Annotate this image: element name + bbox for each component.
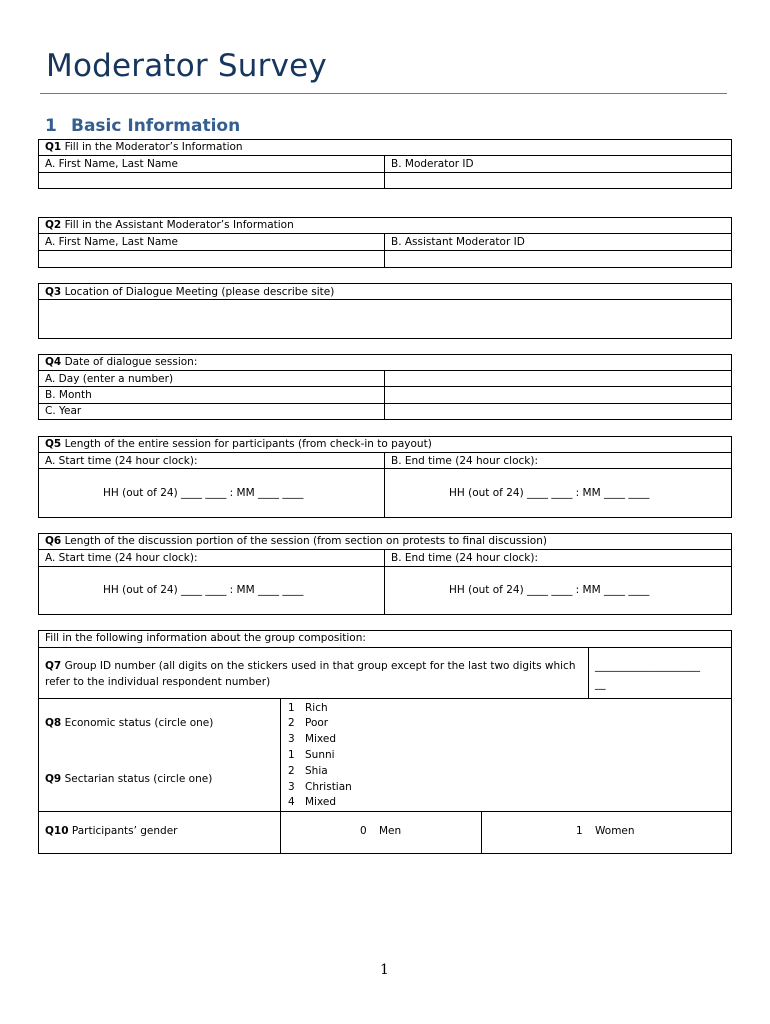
moderator-name-field[interactable] [39, 173, 384, 188]
group-intro: Fill in the following information about the group composition: [45, 632, 366, 644]
assistant-id-field[interactable] [385, 251, 731, 267]
q6-question: Q6 Length of the discussion portion of the session (from section on protests to final discussion) [45, 535, 547, 547]
q5-end-time-field[interactable]: HH (out of 24) ____ ____ : MM ____ ____ [449, 487, 650, 499]
location-field[interactable] [39, 300, 731, 338]
q5-start-time-field[interactable]: HH (out of 24) ____ ____ : MM ____ ____ [103, 487, 304, 499]
group-id-field[interactable]: ____________________ [595, 660, 700, 672]
q9-option-mixed[interactable]: 4 Mixed [288, 796, 336, 808]
q8-question: Q8 Economic status (circle one) [45, 717, 214, 729]
q9-option-christian[interactable]: 3 Christian [288, 781, 352, 793]
q2-col-b-label: B. Assistant Moderator ID [391, 236, 525, 248]
q3-question: Q3 Location of Dialogue Meeting (please describe site) [45, 286, 335, 298]
year-field[interactable] [385, 404, 731, 419]
q5-question: Q5 Length of the entire session for participants (from check-in to payout) [45, 438, 432, 450]
q2-col-a-label: A. First Name, Last Name [45, 236, 178, 248]
q6-start-time-field[interactable]: HH (out of 24) ____ ____ : MM ____ ____ [103, 584, 304, 596]
q10-question: Q10 Participants’ gender [45, 825, 178, 837]
title-underline [40, 93, 727, 94]
q10-option-women[interactable]: 1 Women [576, 825, 635, 837]
q1-col-a-label: A. First Name, Last Name [45, 158, 178, 170]
assistant-name-field[interactable] [39, 251, 384, 267]
section-label: Basic Information [71, 116, 241, 136]
q1-col-b-label: B. Moderator ID [391, 158, 474, 170]
q4-row-year: C. Year [45, 405, 82, 417]
section-number: 1 [45, 116, 57, 136]
q5-col-b-label: B. End time (24 hour clock): [391, 455, 539, 467]
group-id-field-cont[interactable]: __ [595, 678, 606, 690]
q6-col-a-label: A. Start time (24 hour clock): [45, 552, 198, 564]
q7-question-line2: refer to the individual respondent number) [45, 676, 271, 688]
q8-option-rich[interactable]: 1 Rich [288, 702, 328, 714]
page-number: 1 [380, 962, 389, 978]
q5-col-a-label: A. Start time (24 hour clock): [45, 455, 198, 467]
page-title: Moderator Survey [46, 48, 327, 84]
q1-question: Q1 Fill in the Moderator’s Information [45, 141, 243, 153]
q9-question: Q9 Sectarian status (circle one) [45, 773, 213, 785]
q8-option-mixed[interactable]: 3 Mixed [288, 733, 336, 745]
q9-option-shia[interactable]: 2 Shia [288, 765, 328, 777]
q6-end-time-field[interactable]: HH (out of 24) ____ ____ : MM ____ ____ [449, 584, 650, 596]
section-heading [45, 116, 240, 136]
q2-question: Q2 Fill in the Assistant Moderator’s Information [45, 219, 294, 231]
q9-option-sunni[interactable]: 1 Sunni [288, 749, 335, 761]
month-field[interactable] [385, 387, 731, 403]
q4-question: Q4 Date of dialogue session: [45, 356, 198, 368]
moderator-id-field[interactable] [385, 173, 731, 188]
q4-row-month: B. Month [45, 389, 92, 401]
q8-option-poor[interactable]: 2 Poor [288, 717, 329, 729]
q10-option-men[interactable]: 0 Men [360, 825, 402, 837]
q4-row-day: A. Day (enter a number) [45, 373, 174, 385]
day-field[interactable] [385, 371, 731, 386]
q6-col-b-label: B. End time (24 hour clock): [391, 552, 539, 564]
q7-question-line1: Q7 Group ID number (all digits on the stickers used in that group except for the last two digits which [45, 660, 576, 672]
